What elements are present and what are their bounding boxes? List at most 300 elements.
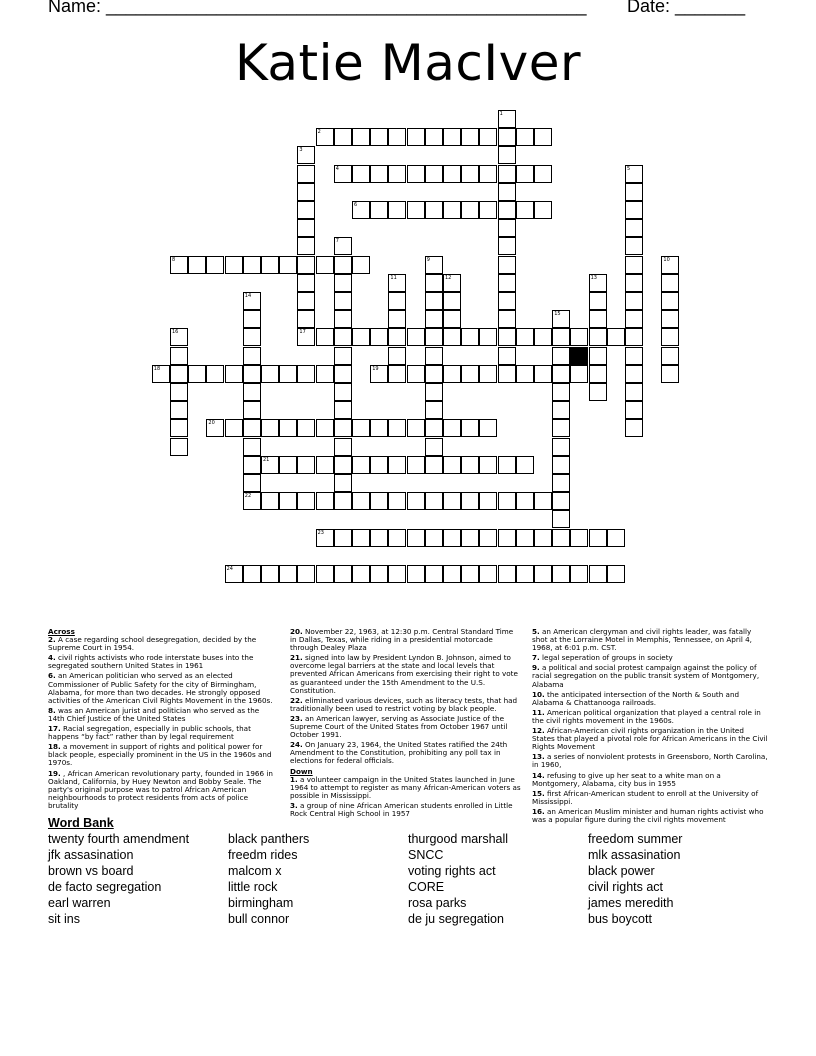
word-bank-item: freedom summer: [588, 832, 683, 846]
grid-cell[interactable]: [516, 328, 534, 346]
grid-cell[interactable]: [370, 419, 388, 437]
grid-cell[interactable]: [261, 256, 279, 274]
grid-cell[interactable]: [170, 438, 188, 456]
grid-cell[interactable]: [461, 456, 479, 474]
clue-text: refusing to give up her seat to a white man on a Montgomery, Alabama, city bus in 1955: [532, 770, 721, 788]
grid-cell[interactable]: [552, 347, 570, 365]
grid-cell[interactable]: [534, 529, 552, 547]
grid-cell[interactable]: [552, 456, 570, 474]
grid-cell[interactable]: [425, 529, 443, 547]
clue: [290, 776, 522, 800]
grid-cell[interactable]: [297, 456, 315, 474]
grid-cell[interactable]: [425, 347, 443, 365]
grid-cell[interactable]: [261, 492, 279, 510]
grid-cell[interactable]: [661, 256, 679, 274]
word-bank-item: bus boycott: [588, 912, 652, 926]
grid-cell[interactable]: [279, 456, 297, 474]
grid-cell[interactable]: [498, 237, 516, 255]
grid-cell[interactable]: [243, 565, 261, 583]
clue-number: 19.: [48, 768, 61, 778]
clue-number: 5: [627, 165, 631, 172]
grid-cell[interactable]: [425, 165, 443, 183]
clues-column-3: [532, 628, 768, 826]
grid-cell[interactable]: [407, 165, 425, 183]
grid-cell[interactable]: [170, 419, 188, 437]
grid-cell[interactable]: [225, 256, 243, 274]
grid-cell[interactable]: [407, 529, 425, 547]
grid-cell[interactable]: [388, 419, 406, 437]
grid-cell[interactable]: [534, 328, 552, 346]
grid-cell[interactable]: [498, 529, 516, 547]
grid-cell[interactable]: [170, 401, 188, 419]
clue-number: 7.: [532, 653, 540, 663]
grid-cell[interactable]: [352, 256, 370, 274]
grid-cell[interactable]: [334, 310, 352, 328]
grid-cell[interactable]: [334, 292, 352, 310]
grid-cell[interactable]: [297, 310, 315, 328]
grid-cell[interactable]: [625, 328, 643, 346]
grid-cell[interactable]: [461, 365, 479, 383]
grid-cell[interactable]: [316, 328, 334, 346]
grid-cell[interactable]: [461, 328, 479, 346]
clue-number: 15: [554, 311, 561, 318]
grid-cell[interactable]: [479, 201, 497, 219]
grid-cell[interactable]: [625, 274, 643, 292]
grid-cell[interactable]: [352, 565, 370, 583]
grid-cell[interactable]: [534, 128, 552, 146]
grid-cell[interactable]: [425, 310, 443, 328]
grid-cell[interactable]: [388, 328, 406, 346]
grid-cell[interactable]: [243, 292, 261, 310]
grid-cell[interactable]: [334, 165, 352, 183]
grid-cell[interactable]: [352, 128, 370, 146]
grid-cell[interactable]: [661, 310, 679, 328]
grid-cell[interactable]: [243, 310, 261, 328]
grid-cell[interactable]: [443, 165, 461, 183]
grid-cell[interactable]: [388, 310, 406, 328]
grid-cell[interactable]: [352, 492, 370, 510]
grid-cell[interactable]: [297, 565, 315, 583]
grid-cell[interactable]: [625, 365, 643, 383]
grid-cell[interactable]: [334, 474, 352, 492]
clues-column-1: [48, 628, 273, 812]
grid-cell[interactable]: [498, 347, 516, 365]
grid-cell[interactable]: [316, 128, 334, 146]
grid-cell[interactable]: [425, 328, 443, 346]
grid-cell[interactable]: [461, 165, 479, 183]
grid-cell[interactable]: [407, 419, 425, 437]
grid-cell[interactable]: [625, 237, 643, 255]
grid-cell[interactable]: [334, 401, 352, 419]
grid-cell[interactable]: [388, 529, 406, 547]
grid-cell[interactable]: [589, 383, 607, 401]
grid-cell[interactable]: [243, 419, 261, 437]
grid-cell[interactable]: [297, 256, 315, 274]
clue-number: 12: [445, 274, 452, 281]
grid-cell[interactable]: [352, 419, 370, 437]
grid-cell[interactable]: [279, 419, 297, 437]
grid-cell[interactable]: [388, 456, 406, 474]
grid-cell[interactable]: [334, 419, 352, 437]
grid-cell[interactable]: [625, 401, 643, 419]
grid-cell[interactable]: [388, 165, 406, 183]
grid-cell[interactable]: [661, 328, 679, 346]
grid-cell[interactable]: [279, 492, 297, 510]
grid-cell[interactable]: [334, 565, 352, 583]
grid-cell[interactable]: [498, 183, 516, 201]
grid-cell[interactable]: [625, 165, 643, 183]
grid-cell[interactable]: [188, 256, 206, 274]
grid-cell[interactable]: [589, 274, 607, 292]
grid-cell[interactable]: [479, 565, 497, 583]
grid-cell[interactable]: [316, 492, 334, 510]
grid-cell[interactable]: [479, 456, 497, 474]
grid-cell[interactable]: [225, 419, 243, 437]
grid-cell[interactable]: [297, 292, 315, 310]
grid-cell[interactable]: [370, 165, 388, 183]
grid-cell[interactable]: [297, 365, 315, 383]
grid-cell[interactable]: [279, 365, 297, 383]
grid-cell[interactable]: [370, 565, 388, 583]
grid-cell[interactable]: [516, 456, 534, 474]
grid-cell[interactable]: [516, 365, 534, 383]
grid-cell[interactable]: [625, 201, 643, 219]
grid-cell[interactable]: [498, 328, 516, 346]
grid-cell[interactable]: [425, 565, 443, 583]
grid-cell[interactable]: [425, 274, 443, 292]
grid-cell[interactable]: [225, 565, 243, 583]
grid-cell[interactable]: [461, 128, 479, 146]
grid-cell[interactable]: [589, 310, 607, 328]
grid-cell[interactable]: [425, 256, 443, 274]
grid-cell[interactable]: [243, 347, 261, 365]
grid-cell[interactable]: [316, 529, 334, 547]
grid-cell[interactable]: [443, 565, 461, 583]
grid-cell[interactable]: [425, 365, 443, 383]
grid-cell[interactable]: [516, 128, 534, 146]
grid-cell[interactable]: [570, 328, 588, 346]
grid-cell[interactable]: [498, 146, 516, 164]
grid-cell[interactable]: [225, 365, 243, 383]
word-bank-item: de facto segregation: [48, 880, 162, 894]
grid-cell[interactable]: [552, 383, 570, 401]
grid-cell[interactable]: [170, 256, 188, 274]
grid-cell[interactable]: [479, 128, 497, 146]
grid-cell[interactable]: [443, 529, 461, 547]
grid-cell[interactable]: [425, 128, 443, 146]
grid-cell[interactable]: [352, 529, 370, 547]
grid-cell[interactable]: [334, 365, 352, 383]
grid-cell[interactable]: [607, 328, 625, 346]
grid-cell[interactable]: [534, 565, 552, 583]
clue: [532, 727, 768, 751]
grid-cell[interactable]: [552, 474, 570, 492]
grid-cell[interactable]: [498, 165, 516, 183]
grid-cell[interactable]: [461, 492, 479, 510]
grid-cell[interactable]: [479, 365, 497, 383]
grid-cell[interactable]: [534, 165, 552, 183]
grid-cell[interactable]: [425, 401, 443, 419]
grid-cell[interactable]: [370, 529, 388, 547]
grid-cell[interactable]: [552, 419, 570, 437]
grid-cell[interactable]: [152, 365, 170, 383]
clue: [532, 790, 768, 806]
grid-cell[interactable]: [552, 365, 570, 383]
grid-cell[interactable]: [388, 128, 406, 146]
clue: [532, 691, 768, 707]
grid-cell[interactable]: [297, 183, 315, 201]
grid-cell[interactable]: [334, 347, 352, 365]
grid-cell[interactable]: [370, 492, 388, 510]
grid-cell[interactable]: [443, 456, 461, 474]
grid-cell[interactable]: [316, 565, 334, 583]
grid-cell[interactable]: [388, 201, 406, 219]
grid-cell[interactable]: [516, 201, 534, 219]
grid-cell[interactable]: [589, 529, 607, 547]
grid-cell[interactable]: [498, 274, 516, 292]
grid-cell[interactable]: [625, 419, 643, 437]
grid-cell[interactable]: [589, 565, 607, 583]
grid-cell[interactable]: [534, 365, 552, 383]
grid-cell[interactable]: [425, 438, 443, 456]
grid-cell[interactable]: [498, 110, 516, 128]
grid-cell[interactable]: [407, 328, 425, 346]
grid-cell[interactable]: [370, 456, 388, 474]
grid-cell[interactable]: [297, 274, 315, 292]
grid-cell[interactable]: [552, 328, 570, 346]
grid-cell[interactable]: [498, 365, 516, 383]
grid-cell[interactable]: [297, 419, 315, 437]
grid-cell[interactable]: [479, 328, 497, 346]
grid-cell[interactable]: [443, 310, 461, 328]
grid-cell[interactable]: [243, 383, 261, 401]
grid-cell[interactable]: [498, 292, 516, 310]
grid-cell[interactable]: [316, 419, 334, 437]
clue: [532, 753, 768, 769]
grid-cell[interactable]: [607, 565, 625, 583]
word-bank-column-3: [408, 831, 508, 927]
clue-text: signed into law by President Lyndon B. Johnson, aimed to overcome legal barriers at the state and local levels that prevented African Americans from exercising their right to vote as guaranteed under the 15th Amendment to the U.S. Constitution.: [290, 653, 518, 695]
grid-cell[interactable]: [552, 401, 570, 419]
grid-cell[interactable]: [297, 237, 315, 255]
grid-cell[interactable]: [479, 419, 497, 437]
grid-cell[interactable]: [407, 492, 425, 510]
grid-cell[interactable]: [370, 128, 388, 146]
clue-number: 10: [663, 256, 670, 263]
grid-cell[interactable]: [334, 529, 352, 547]
grid-cell[interactable]: [443, 128, 461, 146]
grid-cell[interactable]: [589, 328, 607, 346]
grid-cell[interactable]: [170, 365, 188, 383]
grid-cell[interactable]: [625, 310, 643, 328]
grid-cell[interactable]: [297, 146, 315, 164]
clue-text: On January 23, 1964, the United States ratified the 24th Amendment to the Constitution, prohibiting any poll tax in elections for federal officials.: [290, 740, 508, 766]
grid-cell[interactable]: [316, 456, 334, 474]
grid-cell[interactable]: [443, 274, 461, 292]
grid-cell[interactable]: [589, 347, 607, 365]
grid-cell[interactable]: [334, 438, 352, 456]
clue-number: 23: [317, 529, 324, 536]
clue-number: 20: [208, 420, 215, 427]
grid-cell[interactable]: [352, 201, 370, 219]
grid-cell[interactable]: [443, 419, 461, 437]
grid-cell[interactable]: [534, 492, 552, 510]
grid-cell[interactable]: [498, 128, 516, 146]
grid-cell[interactable]: [170, 328, 188, 346]
grid-cell[interactable]: [479, 492, 497, 510]
clue-number: 15.: [532, 788, 545, 798]
grid-cell[interactable]: [461, 419, 479, 437]
grid-cell[interactable]: [297, 201, 315, 219]
grid-cell[interactable]: [352, 456, 370, 474]
clue-number: 13.: [532, 752, 545, 762]
grid-cell[interactable]: [661, 347, 679, 365]
grid-cell[interactable]: [625, 292, 643, 310]
grid-cell[interactable]: [443, 292, 461, 310]
grid-cell[interactable]: [498, 310, 516, 328]
grid-cell[interactable]: [297, 492, 315, 510]
grid-cell[interactable]: [297, 328, 315, 346]
grid-cell[interactable]: [334, 328, 352, 346]
grid-cell[interactable]: [443, 492, 461, 510]
grid-cell[interactable]: [570, 529, 588, 547]
grid-cell[interactable]: [625, 183, 643, 201]
grid-cell[interactable]: [552, 310, 570, 328]
grid-cell[interactable]: [407, 201, 425, 219]
grid-cell[interactable]: [661, 292, 679, 310]
grid-cell[interactable]: [407, 128, 425, 146]
grid-cell[interactable]: [261, 419, 279, 437]
grid-cell[interactable]: [625, 219, 643, 237]
grid-cell[interactable]: [552, 438, 570, 456]
grid-cell[interactable]: [443, 328, 461, 346]
grid-cell[interactable]: [534, 201, 552, 219]
grid-cell[interactable]: [407, 565, 425, 583]
clue-number: 7: [335, 238, 339, 245]
grid-cell[interactable]: [570, 565, 588, 583]
grid-cell[interactable]: [498, 256, 516, 274]
grid-cell[interactable]: [170, 383, 188, 401]
grid-cell[interactable]: [461, 201, 479, 219]
grid-cell[interactable]: [243, 256, 261, 274]
grid-cell[interactable]: [243, 492, 261, 510]
grid-cell[interactable]: [243, 456, 261, 474]
grid-cell[interactable]: [388, 492, 406, 510]
grid-cell[interactable]: [279, 565, 297, 583]
grid-cell[interactable]: [498, 492, 516, 510]
grid-cell[interactable]: [407, 456, 425, 474]
grid-cell[interactable]: [388, 274, 406, 292]
grid-cell[interactable]: [370, 365, 388, 383]
grid-cell[interactable]: [297, 165, 315, 183]
grid-cell[interactable]: [625, 256, 643, 274]
grid-cell[interactable]: [425, 383, 443, 401]
grid-cell[interactable]: [498, 219, 516, 237]
grid-cell[interactable]: [461, 565, 479, 583]
grid-cell[interactable]: [516, 165, 534, 183]
grid-cell[interactable]: [388, 365, 406, 383]
grid-cell[interactable]: [589, 292, 607, 310]
grid-cell[interactable]: [243, 401, 261, 419]
grid-cell[interactable]: [243, 328, 261, 346]
grid-cell[interactable]: [243, 474, 261, 492]
grid-cell[interactable]: [461, 529, 479, 547]
grid-cell[interactable]: [407, 365, 425, 383]
clue-number: 21: [263, 456, 270, 463]
grid-cell[interactable]: [516, 529, 534, 547]
grid-cell[interactable]: [170, 347, 188, 365]
grid-cell[interactable]: [570, 365, 588, 383]
grid-cell[interactable]: [334, 492, 352, 510]
grid-cell[interactable]: [498, 201, 516, 219]
grid-cell[interactable]: [334, 237, 352, 255]
grid-cell[interactable]: [425, 292, 443, 310]
grid-cell[interactable]: [334, 256, 352, 274]
grid-cell[interactable]: [516, 565, 534, 583]
grid-cell[interactable]: [625, 383, 643, 401]
grid-cell[interactable]: [625, 347, 643, 365]
grid-cell[interactable]: [334, 274, 352, 292]
grid-cell[interactable]: [498, 456, 516, 474]
grid-cell[interactable]: [316, 365, 334, 383]
grid-cell[interactable]: [443, 201, 461, 219]
grid-cell[interactable]: [425, 492, 443, 510]
grid-cell[interactable]: [334, 456, 352, 474]
grid-cell[interactable]: [206, 365, 224, 383]
grid-cell[interactable]: [334, 128, 352, 146]
grid-cell[interactable]: [188, 365, 206, 383]
grid-cell[interactable]: [589, 365, 607, 383]
grid-cell[interactable]: [261, 456, 279, 474]
grid-cell[interactable]: [316, 256, 334, 274]
grid-cell[interactable]: [243, 365, 261, 383]
grid-cell[interactable]: [425, 419, 443, 437]
grid-cell[interactable]: [370, 201, 388, 219]
grid-cell[interactable]: [552, 565, 570, 583]
grid-cell[interactable]: [425, 456, 443, 474]
grid-cell[interactable]: [370, 328, 388, 346]
grid-cell[interactable]: [388, 347, 406, 365]
grid-cell[interactable]: [243, 438, 261, 456]
grid-cell[interactable]: [552, 529, 570, 547]
grid-cell[interactable]: [206, 419, 224, 437]
grid-cell[interactable]: [334, 383, 352, 401]
grid-cell[interactable]: [443, 365, 461, 383]
grid-cell[interactable]: [516, 492, 534, 510]
grid-cell[interactable]: [498, 565, 516, 583]
grid-cell[interactable]: [352, 165, 370, 183]
grid-cell[interactable]: [552, 510, 570, 528]
grid-cell[interactable]: [552, 492, 570, 510]
grid-cell[interactable]: [661, 365, 679, 383]
grid-cell[interactable]: [607, 529, 625, 547]
clue: [48, 743, 273, 767]
grid-cell[interactable]: [425, 201, 443, 219]
grid-cell[interactable]: [279, 256, 297, 274]
grid-cell[interactable]: [261, 365, 279, 383]
grid-cell[interactable]: [479, 165, 497, 183]
grid-cell[interactable]: [388, 565, 406, 583]
grid-cell[interactable]: [352, 328, 370, 346]
grid-cell[interactable]: [661, 274, 679, 292]
clue-text: legal seperation of groups in society: [539, 653, 673, 663]
grid-cell[interactable]: [206, 256, 224, 274]
grid-cell[interactable]: [388, 292, 406, 310]
grid-cell[interactable]: [479, 529, 497, 547]
grid-cell[interactable]: [297, 219, 315, 237]
clue: [290, 741, 522, 765]
grid-cell[interactable]: [261, 565, 279, 583]
